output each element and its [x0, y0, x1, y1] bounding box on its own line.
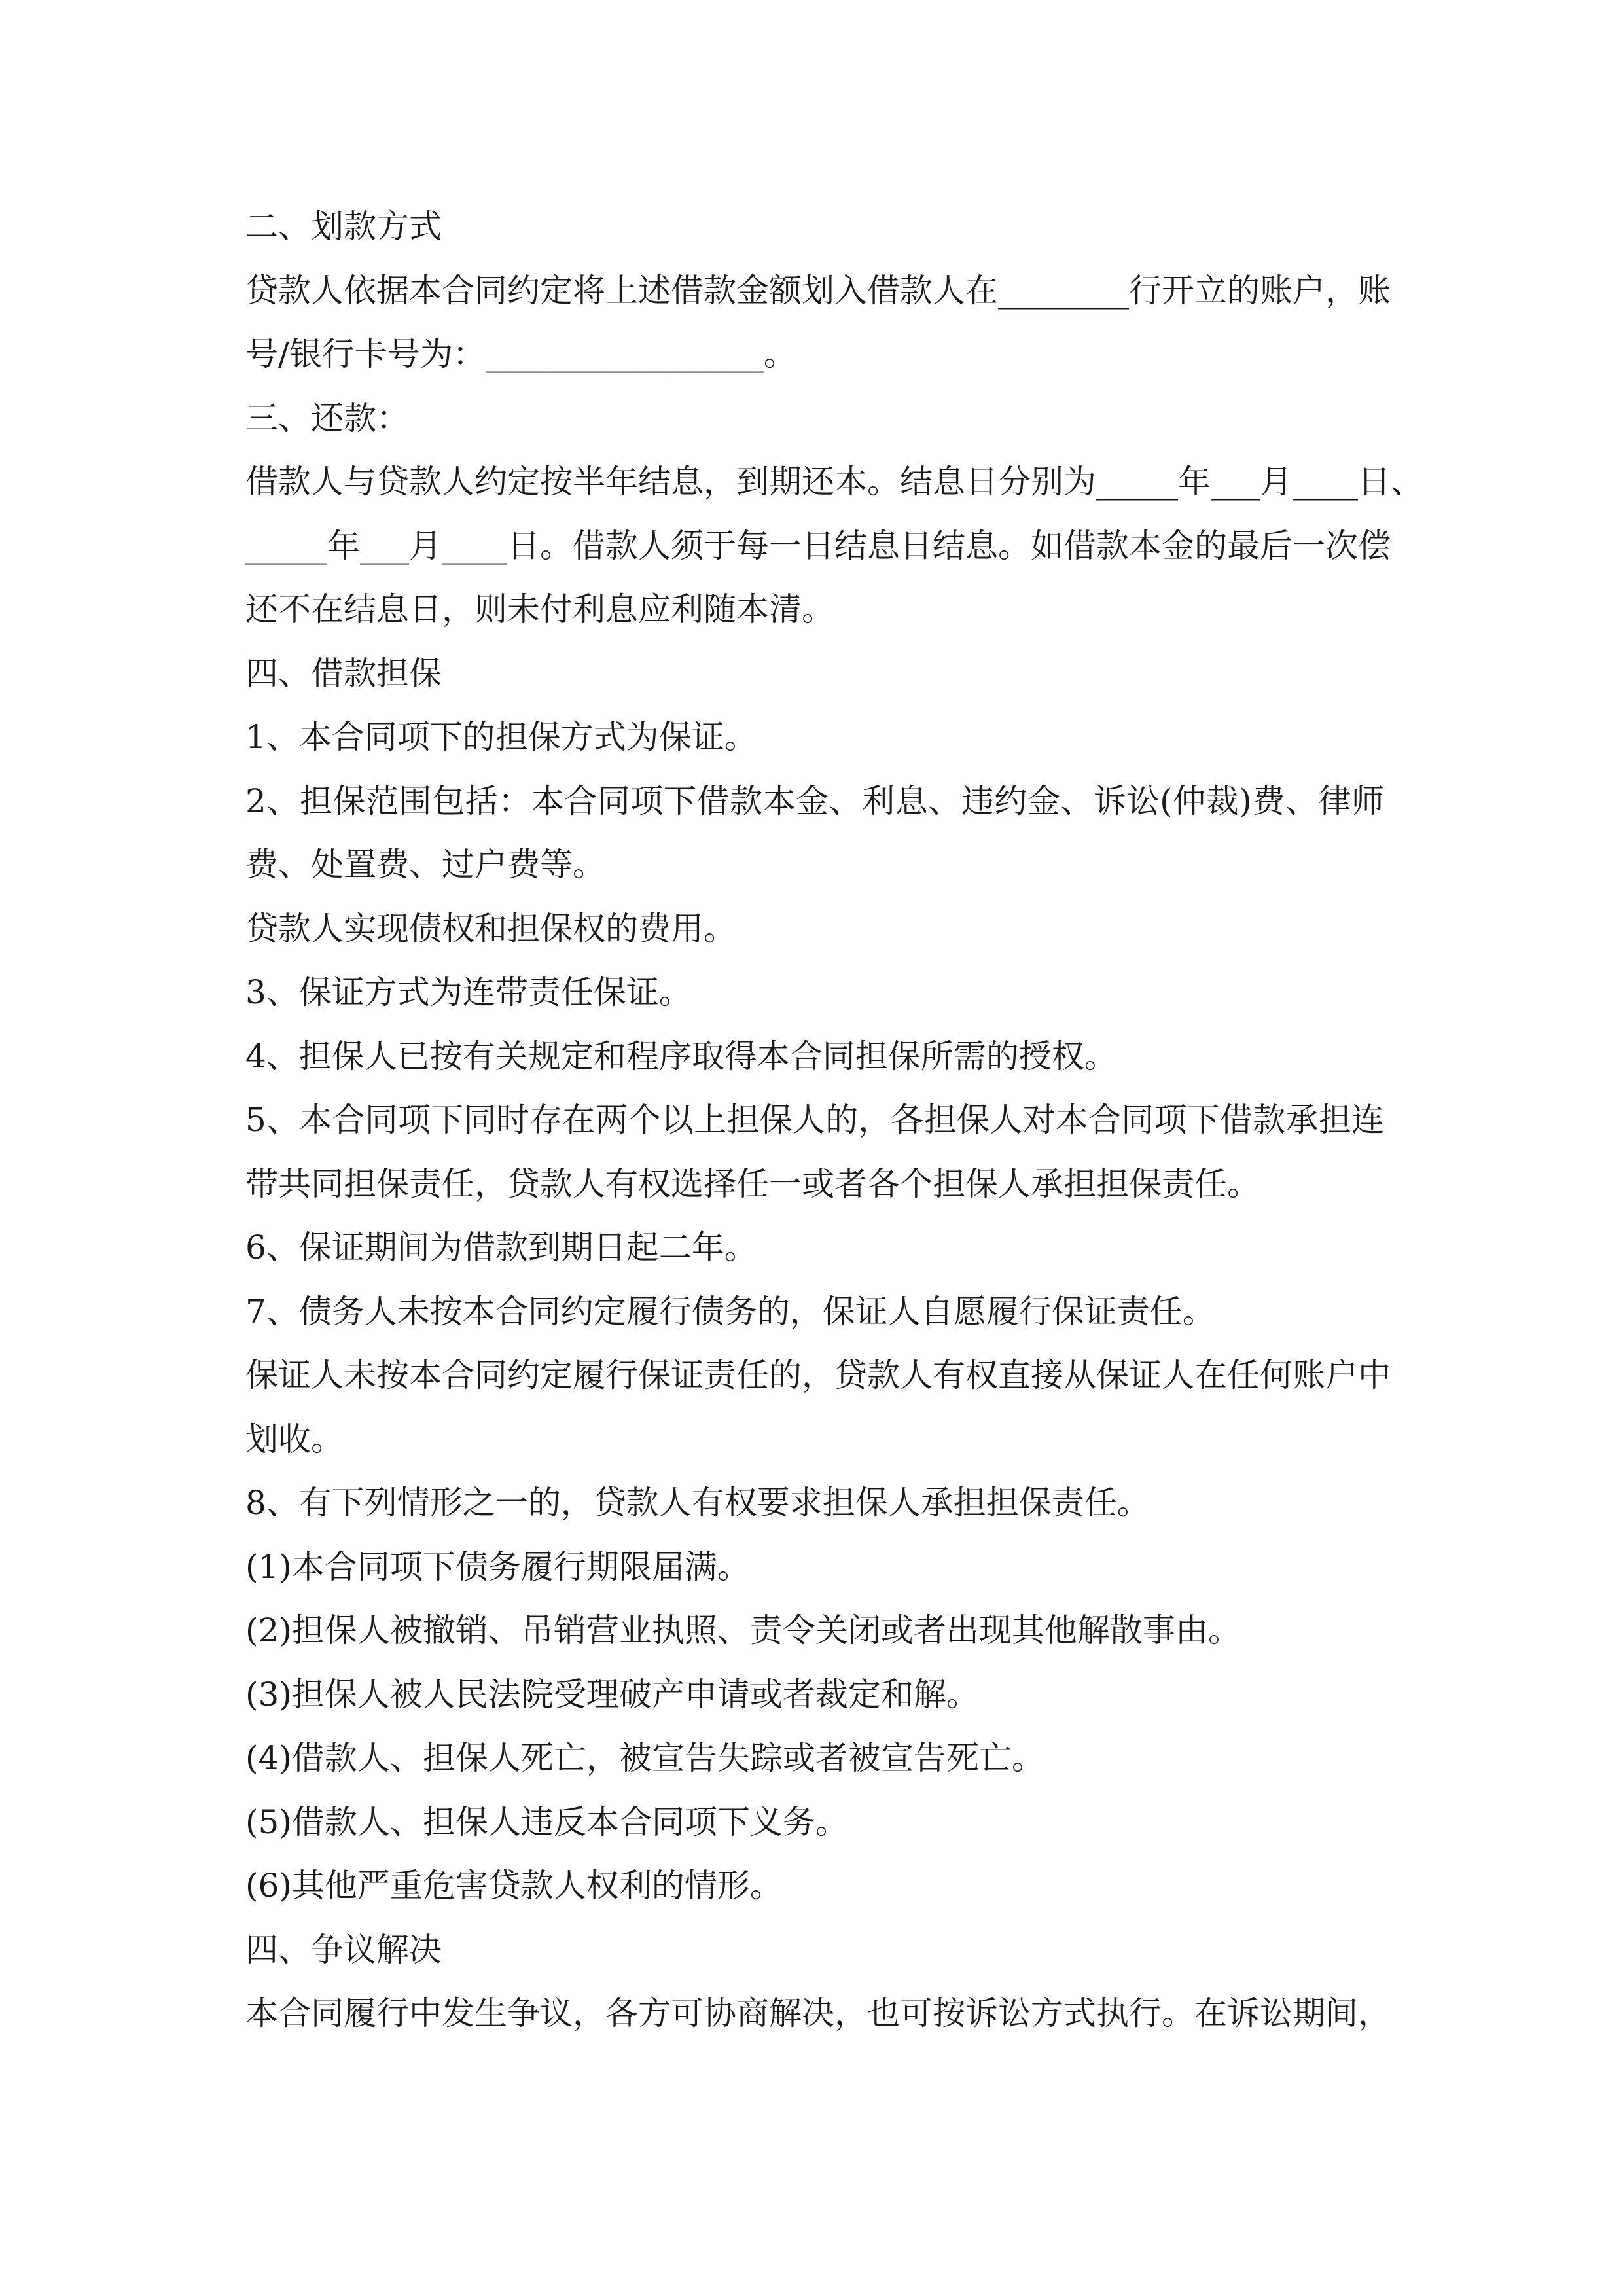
- list-item: 3、保证方式为连带责任保证。: [245, 973, 692, 1011]
- sub-list-item: (2)担保人被撤销、吊销营业执照、责令关闭或者出现其他解散事由。: [245, 1611, 1241, 1649]
- list-item: 1、本合同项下的担保方式为保证。: [245, 718, 757, 756]
- sub-list-item: (1)本合同项下债务履行期限届满。: [245, 1547, 750, 1586]
- sub-list-item: (5)借款人、担保人违反本合同项下义务。: [245, 1803, 848, 1841]
- paragraph-line: 还不在结息日，则未付利息应利随本清。: [245, 590, 834, 628]
- paragraph-line: 贷款人依据本合同约定将上述借款金额划入借款人在________行开立的账户，账: [245, 271, 1391, 310]
- section-heading: 四、争议解决: [245, 1930, 442, 1969]
- list-item: 7、债务人未按本合同约定履行债务的，保证人自愿履行保证责任。: [245, 1292, 1215, 1331]
- list-item: 2、担保范围包括：本合同项下借款本金、利息、违约金、诉讼(仲裁)费、律师: [245, 781, 1384, 820]
- paragraph-line: 本合同履行中发生争议，各方可协商解决，也可按诉讼方式执行。在诉讼期间，: [245, 1994, 1391, 2032]
- sub-list-item: (4)借款人、担保人死亡，被宣告失踪或者被宣告死亡。: [245, 1739, 1044, 1777]
- paragraph-line: 号/银行卡号为：_________________。: [245, 335, 796, 373]
- list-item: 8、有下列情形之一的，贷款人有权要求担保人承担担保责任。: [245, 1484, 1150, 1522]
- sub-list-item: (3)担保人被人民法院受理破产申请或者裁定和解。: [245, 1675, 979, 1713]
- paragraph-line: 借款人与贷款人约定按半年结息，到期还本。结息日分别为_____年___月____日、: [245, 463, 1423, 501]
- section-heading: 三、还款：: [245, 399, 409, 437]
- document-body: [245, 195, 1423, 2046]
- list-item: 6、保证期间为借款到期日起二年。: [245, 1229, 757, 1266]
- sub-list-item: (6)其他严重危害贷款人权利的情形。: [245, 1867, 783, 1905]
- list-item: 4、担保人已按有关规定和程序取得本合同担保所需的授权。: [245, 1037, 1117, 1075]
- section-heading: 二、划款方式: [245, 207, 442, 245]
- paragraph-line: 贷款人实现债权和担保权的费用。: [245, 909, 736, 948]
- paragraph-line: 费、处置费、过户费等。: [245, 846, 605, 884]
- paragraph-line: 划收。: [245, 1420, 344, 1458]
- paragraph-line: 带共同担保责任，贷款人有权选择任一或者各个担保人承担担保责任。: [245, 1164, 1260, 1203]
- section-heading: 四、借款担保: [245, 654, 442, 692]
- paragraph-line: _____年___月____日。借款人须于每一日结息日结息。如借款本金的最后一次偿: [245, 526, 1391, 565]
- list-item: 5、本合同项下同时存在两个以上担保人的，各担保人对本合同项下借款承担连: [245, 1101, 1384, 1139]
- paragraph-line: 保证人未按本合同约定履行保证责任的，贷款人有权直接从保证人在任何账户中: [245, 1356, 1391, 1394]
